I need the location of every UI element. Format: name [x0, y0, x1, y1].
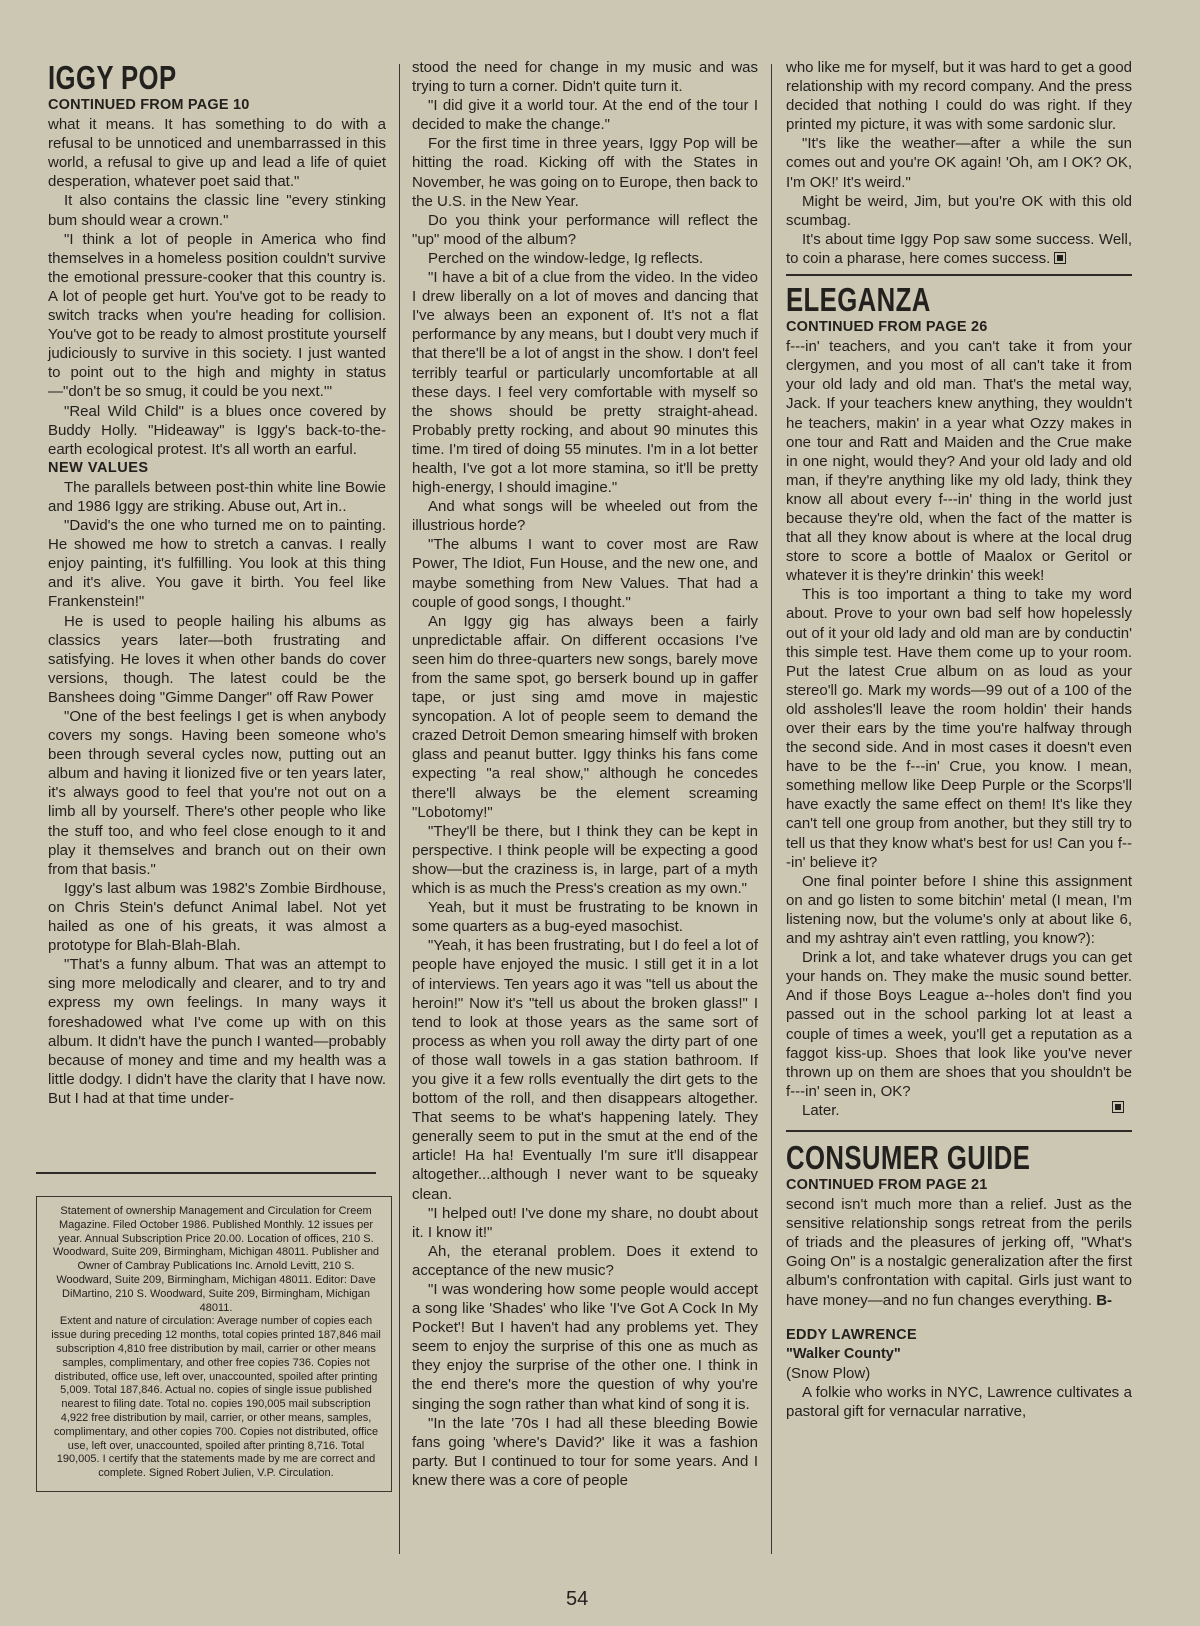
statement-of-ownership-box — [36, 1196, 392, 1492]
consumer-guide-headline: CONSUMER GUIDE — [786, 1138, 1031, 1176]
iggy-para: "The albums I want to cover most are Raw Power, The Idiot, Fun House, and the new one, and maybe something from New Values. That had a couple of good songs, I thought." — [412, 536, 758, 611]
section-rule — [786, 1130, 1132, 1132]
iggy-para: For the first time in three years, Iggy Pop will be hitting the road. Kicking off with the States in November, he was going on to Europe, then back to the U.S. in the New Year. — [412, 135, 758, 210]
iggy-para: "David's the one who turned me on to painting. He showed me how to stretch a canvas. I really enjoy painting, it's fulfilling. You look at this thing and it's alive. You gave it birth. You feel like Frankenstein!" — [48, 517, 386, 611]
review-label: (Snow Plow) — [786, 1364, 871, 1382]
page-number: 54 — [566, 1588, 589, 1610]
iggy-para: "One of the best feelings I get is when anybody covers my songs. Having been someone who's been through several cycles now, putting out an album and having it lionized five or ten years later, it's always good to feel that you're not out on a limb all by yourself. There's other people who like the stuff too, and who feel close enough to it and play it themselves and branch out on their own from that basis." — [48, 708, 386, 878]
iggy-para: The parallels between post-thin white line Bowie and 1986 Iggy are striking. Abuse out, Art in.. — [48, 478, 386, 515]
review-album: "Walker County" — [786, 1345, 901, 1362]
iggy-para: Iggy's last album was 1982's Zombie Birdhouse, on Chris Stein's defunct Animal label. Not yet hailed as one of his greats, it was almost a prototype for Blah-Blah-Blah. — [48, 879, 386, 955]
section-rule — [786, 274, 1132, 276]
column-rule-2 — [771, 64, 772, 1554]
iggy-para: "It's like the weather—after a while the sun comes out and you're OK again! 'Oh, am I OK? OK, I'm OK!' It's weird." — [786, 135, 1132, 191]
consumer-para-text: second isn't much more than a relief. Just as the sensitive relationship songs retreat from the perils of triads and the pleasures of jerking off, "What's Going On" is a nostalgic generalization after the first album's confrontation with capital. Girls just want to have money—and no fun changes everything. — [786, 1196, 1132, 1309]
eleganza-para: f---in' teachers, and you can't take it from your clergymen, and you most of all can't take it from your old lady and old man. That's the metal way, Jack. If your teachers knew anything, they wouldn't he teachers, makin' in a year what Ozzy makes in one tour and Ratt and Maiden and the Crue make in one night, would they? And your old lady and old man, if they're anything like my old lady, think they know all about every f---in' thing in the world just because they're old, when the fact of the matter is that all they know about is where at the local drug store to score a bottle of Maalox or Geritol or whatever it is they're drinkin' this week! — [786, 338, 1132, 585]
end-mark-icon — [1054, 252, 1066, 264]
iggy-para: An Iggy gig has always been a fairly unpredictable affair. On different occasions I've seen him do three-quarters new songs, barely move from the same spot, go berserk bound up in gaffer tape, or just sing amd move in majestic syncopation. A lot of people seem to demand the crazed Detroit Demon smearing himself with broken glass and peanut butter. Iggy thinks his fans come expecting "a real show," although he concedes there'll always be the element screaming "Lobotomy!" — [412, 612, 759, 821]
statement-para-1: Statement of ownership Management and Circulation for Creem Magazine. Filed October 1986. Published Monthly. 12 issues per year. Annual Subscription Price 20.00. Location of offices, 210 S. Woodward, Suite 209, Birmingham, Michigan 48011. Publisher and Owner of Cambray Publications Inc. Arnold Levitt, 210 S. Woodward, Suite 209, Birmingham, Michigan 48011. Editor: Dave DiMartino, 210 S. Woodward, Suite 209, Birmingham, Michigan 48011. — [52, 1205, 380, 1314]
iggy-para: stood the need for change in my music and was trying to turn a corner. Didn't quite turn it. — [412, 59, 758, 96]
iggy-continued-line: CONTINUED FROM PAGE 10 — [48, 97, 250, 113]
iggy-para: Perched on the window-ledge, Ig reflects. — [428, 249, 704, 267]
eleganza-para: Drink a lot, and take whatever drugs you can get your hands on. They make the music sound better. And if those Boys League a--holes don't find you passed out in the school parking lot at least a couple of times a week, you'll get a reputation as a faggot kiss-up. Shoes that look like you've never thrown up on them are shoes that you shouldn't be f---in' seen in, OK? — [786, 949, 1132, 1100]
new-values-subhead: NEW VALUES — [48, 459, 149, 476]
iggy-para: Do you think your performance will reflect the "up" mood of the album? — [412, 211, 758, 248]
eleganza-continued-line: CONTINUED FROM PAGE 26 — [786, 319, 988, 336]
iggy-para: "Yeah, it has been frustrating, but I do feel a lot of people have enjoyed the music. I still get it in a lot of interviews. Ten years ago it was "tell us about the heroin!" Now it's "tell us about the broken glass!" I tend to look at those years as the same sort of process as when you roll away the dirty part of one of those wall towels in a gas station bathroom. If you give it a few rolls eventually the dirt gets to the bottom of the roll, and then disappears altogether. That seems to be what's happening lately. They generally seem to put in the smut at the end of the article! Ha ha! Eventually I'm sure it'll disappear altogether...although I never want to be squeaky clean. — [412, 937, 758, 1203]
spacer — [786, 1310, 1132, 1326]
iggy-pop-headline: IGGY POP — [48, 59, 177, 96]
eleganza-signoff-line — [786, 1101, 1132, 1120]
iggy-para: "I think a lot of people in America who find themselves in a homeless position couldn't survive the emotional pressure-cooker that this country is. A lot of people get hurt. You've got to be ready to switch tracks when you're heading for collision. You've got to be ready to almost prostitute yourself judiciously to survive in this society. I just wanted to point out to the high and mighty in status—"don't be so smug, it could be you next.'" — [48, 230, 386, 401]
column-1 — [48, 58, 386, 1108]
eleganza-para: One final pointer before I shine this assignment on and go listen to some bitchin' metal (I mean, I'm listening now, but the volume's only at about like 6, and my ashtray ain't even rattling, you know?): — [786, 872, 1132, 948]
column-3 — [786, 58, 1132, 1421]
column-rule-1 — [399, 64, 400, 1554]
statement-para-2: Extent and nature of circulation: Average number of copies each issue during preceding 12 months, total copies printed 187,846 mail subscription 4,810 free distribution by mail, carrier or other means samples, complimentary, and other free copies 736. Copies not distributed, office use, left over, unaccounted, spoiled after printing 5,009. Total 187,846. Actual no. copies of single issue published nearest to filing date. Total no. copies 190,005 mail subscription 4,922 free distribution by mail, carrier, or other means, samples, complimentary, and other copies 700. Copies not distributed, office use, left over, unaccounted, spoiled after printing 8,716. Total 190,005. I certify that the statements made by me are correct and complete. Signed Robert Julien, V.P. Circulation. — [51, 1315, 381, 1480]
iggy-para: Ah, the eteranal problem. Does it extend to acceptance of the new music? — [412, 1242, 758, 1279]
iggy-para: "I helped out! I've done my share, no doubt about it. I know it!" — [412, 1204, 758, 1241]
iggy-para: "Real Wild Child" is a blues once covered by Buddy Holly. "Hideaway" is Iggy's back-to-the-earth ecological protest. It's all worth an earful. — [48, 402, 386, 458]
iggy-para: "They'll be there, but I think they can be kept in perspective. I think people will be expecting a good show—but the craziness is, in large, part of a myth which is as much the Press's creation as my own." — [412, 822, 758, 898]
iggy-para: Yeah, but it must be frustrating to be known in some quarters as a bug-eyed masochist. — [412, 899, 758, 936]
eleganza-signoff: Later. — [802, 1101, 840, 1119]
column-2 — [412, 58, 758, 1490]
statement-rule — [36, 1172, 376, 1174]
iggy-para: Might be weird, Jim, but you're OK with this old scumbag. — [786, 192, 1132, 229]
iggy-para: He is used to people hailing his albums as classics years later—both frustrating and satisfying. He loves it when other bands do cover versions, though. The latest could be the Banshees doing "Gimme Danger" off Raw Power — [48, 612, 386, 706]
iggy-para — [786, 230, 1132, 268]
eleganza-headline: ELEGANZA — [786, 281, 931, 319]
iggy-para: It also contains the classic line "every stinking bum should wear a crown." — [48, 192, 386, 229]
consumer-grade: B- — [1096, 1291, 1113, 1309]
iggy-para: what it means. It has something to do with a refusal to be unnoticed and unembarrassed in this world, a refusal to give up and lead a life of quiet desperation, whatever poet said that." — [48, 116, 386, 191]
iggy-para: who like me for myself, but it was hard to get a good relationship with my record company. And the press decided that nothing I could do was right. If they printed my picture, it was with some sardonic slur. — [786, 59, 1133, 134]
consumer-continued-line: CONTINUED FROM PAGE 21 — [786, 1176, 988, 1193]
iggy-para: "I was wondering how some people would accept a song like 'Shades' who like 'I've Got A Cock In My Pocket'! But I haven't had any problems yet. They seem to enjoy the surprise of this one as much as they enjoy the surprise of the other one. I think in the end there's more the question of why you're singing the sogn rather than what kind of song it is. — [412, 1281, 758, 1413]
iggy-para: "That's a funny album. That was an attempt to sing more melodically and clearer, and to try and express my own feelings. In many ways it foreshadowed what I've come up with on this album. It didn't have the punch I wanted—probably because of money and time and my health was a little dodgy. I didn't have the clarity that I have now. But I had at that time under- — [48, 956, 386, 1107]
review-text: A folkie who works in NYC, Lawrence cultivates a pastoral gift for vernacular narrative, — [786, 1383, 1132, 1420]
iggy-para: "I have a bit of a clue from the video. In the video I drew liberally on a lot of moves and dancing that I've always been an exponent of. It's not a flat performance by any means, but I doubt very much if that there'll be a lot of angst in the show. I don't feel terribly tearful or particularly uncomfortable at all these days. I feel very comfortable with myself so the shows should be pretty straight-ahead. Probably pretty rocking, and about 90 minutes this time. I'm tired of doing 55 minutes. I'm in a lot better health, I've got a lot more stamina, so it'll be pretty high-energy, I should imagine." — [412, 269, 759, 497]
iggy-para: And what songs will be wheeled out from the illustrious horde? — [412, 498, 758, 535]
review-artist: EDDY LAWRENCE — [786, 1326, 917, 1343]
eleganza-para: This is too important a thing to take my word about. Prove to your own bad self how hopelessly out of it your old lady and old man are by conductin' this simple test. Have them come up to your room. Put the latest Crue album on as loud as your stereo'll go. Mark my words—99 out of a 100 of the old assholes'll leave the room holdin' their hands over their ears by the time you're halfway through the second side. And in most cases it doesn't even have to be the f---in' Crue, you know. I mean, something mellow like Deep Purple or the Scorps'll have exactly the same effect on them! It's like they can't tell one group from another, but they still try to tell us that they know what's best for us! Can you f---in' believe it? — [786, 586, 1132, 871]
end-mark-icon — [1112, 1101, 1124, 1113]
iggy-para: "In the late '70s I had all these bleeding Bowie fans going 'where's David?' like it was a fashion party. But I continued to tour for some years. And I knew there was a core of people — [412, 1414, 758, 1489]
consumer-para — [786, 1195, 1132, 1310]
iggy-final-text: It's about time Iggy Pop saw some success. Well, to coin a pharase, here comes success. — [786, 230, 1132, 267]
iggy-para: "I did give it a world tour. At the end of the tour I decided to make the change." — [412, 97, 758, 134]
